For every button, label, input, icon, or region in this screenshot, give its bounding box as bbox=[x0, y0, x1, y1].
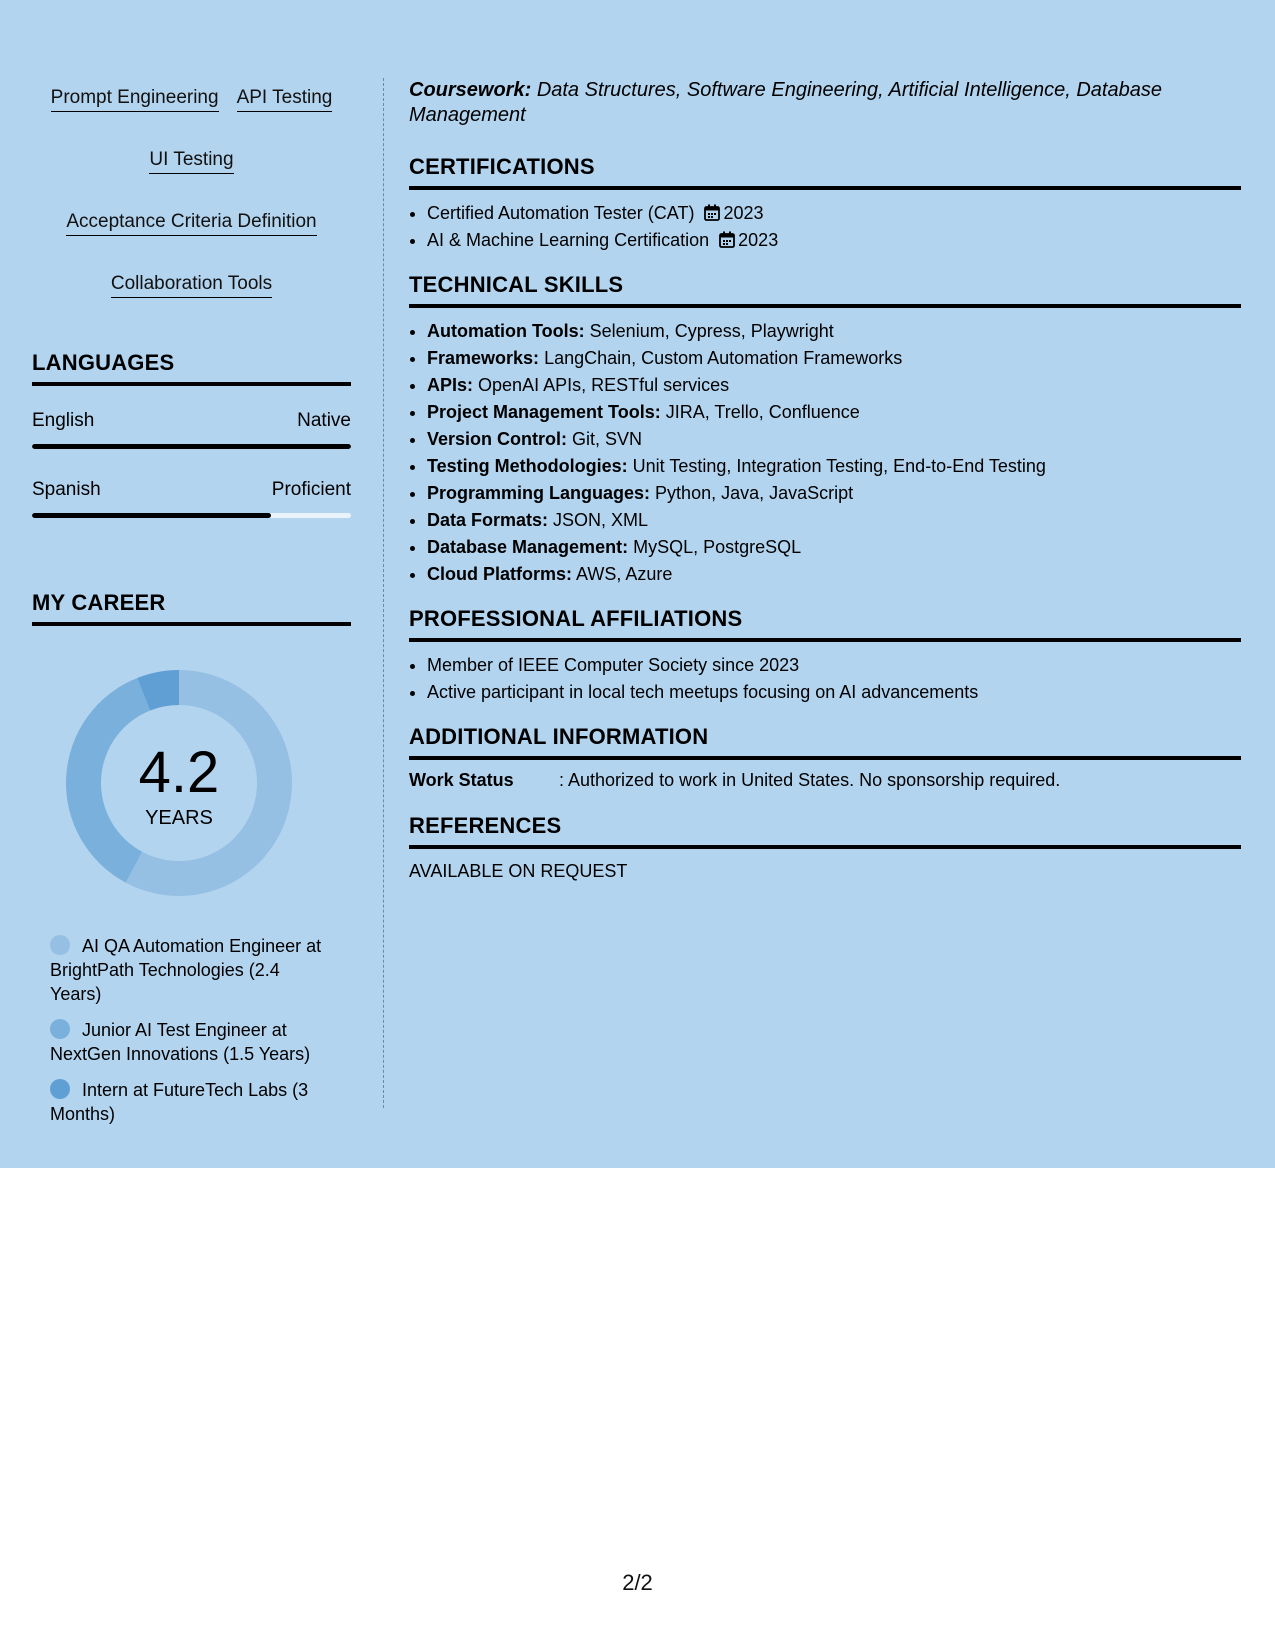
legend-item bbox=[50, 1078, 330, 1126]
legend-label: AI QA Automation Engineer at BrightPath Technologies (2.4 Years) bbox=[50, 936, 322, 1004]
skill-value: AWS, Azure bbox=[576, 564, 673, 584]
career-total-value: 4.2 bbox=[138, 739, 220, 805]
legend-dot bbox=[50, 1019, 70, 1039]
skill-label: Testing Methodologies: bbox=[427, 456, 628, 476]
language-proficiency-bar bbox=[32, 444, 351, 449]
legend-dot bbox=[50, 935, 70, 955]
skill-label: Data Formats: bbox=[427, 510, 549, 530]
skill-label: Automation Tools: bbox=[427, 321, 585, 341]
skill-item bbox=[427, 534, 1241, 561]
references-text: AVAILABLE ON REQUEST bbox=[409, 861, 628, 881]
coursework-text: Data Structures, Software Engineering, Artificial Intelligence, Database Management bbox=[409, 79, 1162, 126]
language-proficiency-fill bbox=[32, 444, 351, 449]
language-name: Spanish bbox=[32, 479, 101, 500]
certifications-list bbox=[409, 200, 1241, 254]
work-status-row bbox=[409, 770, 1241, 791]
column-divider bbox=[383, 78, 384, 1108]
skill-value: JSON, XML bbox=[553, 510, 649, 530]
language-row-spanish bbox=[32, 479, 351, 518]
legend-label: Junior AI Test Engineer at NextGen Innovations (1.5 Years) bbox=[50, 1020, 311, 1064]
certification-name: AI & Machine Learning Certification bbox=[427, 230, 710, 250]
language-level: Proficient bbox=[271, 479, 351, 500]
work-status-label: Work Status bbox=[409, 770, 514, 790]
work-status-value: : Authorized to work in United States. No sponsorship required. bbox=[559, 770, 1061, 790]
skills-tags bbox=[32, 78, 351, 298]
skill-item bbox=[427, 399, 1241, 426]
legend-dot bbox=[50, 1079, 70, 1099]
calendar-icon bbox=[704, 204, 720, 221]
calendar-icon bbox=[719, 231, 735, 248]
skill-label: Version Control: bbox=[427, 429, 568, 449]
language-name: English bbox=[32, 410, 95, 431]
language-proficiency-fill bbox=[32, 513, 271, 518]
language-level: Native bbox=[297, 410, 351, 431]
affiliation-item: • Active participant in local tech meetups focusing on AI advancements bbox=[427, 679, 1241, 706]
language-row-english bbox=[32, 410, 351, 449]
skill-item bbox=[427, 372, 1241, 399]
skill-tag: Acceptance Criteria Definition bbox=[66, 210, 316, 236]
certifications-heading: CERTIFICATIONS bbox=[409, 154, 1241, 190]
skill-label: Database Management: bbox=[427, 537, 629, 557]
skill-tag: Collaboration Tools bbox=[111, 272, 272, 298]
skill-item bbox=[427, 507, 1241, 534]
left-column bbox=[32, 78, 351, 1138]
language-proficiency-bar bbox=[32, 513, 351, 518]
skill-value: Python, Java, JavaScript bbox=[655, 483, 854, 503]
page-number: 2/2 bbox=[622, 1570, 653, 1595]
certification-name: Certified Automation Tester (CAT) bbox=[427, 203, 695, 223]
career-heading: MY CAREER bbox=[32, 590, 351, 626]
certification-item bbox=[427, 227, 1241, 254]
skill-value: Selenium, Cypress, Playwright bbox=[589, 321, 834, 341]
certification-year: 2023 bbox=[723, 203, 764, 223]
technical-skills-list bbox=[409, 318, 1241, 588]
legend-item bbox=[50, 934, 330, 1006]
skill-label: Frameworks: bbox=[427, 348, 540, 368]
references-heading: REFERENCES bbox=[409, 813, 1241, 849]
languages-heading: LANGUAGES bbox=[32, 350, 351, 386]
skill-label: Cloud Platforms: bbox=[427, 564, 573, 584]
skill-value: LangChain, Custom Automation Frameworks bbox=[544, 348, 903, 368]
skill-value: MySQL, PostgreSQL bbox=[633, 537, 802, 557]
legend-label: Intern at FutureTech Labs (3 Months) bbox=[50, 1080, 309, 1124]
right-column bbox=[409, 78, 1241, 882]
skill-tag: UI Testing bbox=[149, 148, 233, 174]
skill-value: JIRA, Trello, Confluence bbox=[665, 402, 860, 422]
skill-item bbox=[427, 480, 1241, 507]
affiliations-list bbox=[409, 652, 1241, 706]
skill-label: APIs: bbox=[427, 375, 474, 395]
coursework bbox=[409, 78, 1241, 128]
career-donut-chart bbox=[64, 668, 294, 898]
skill-item bbox=[427, 318, 1241, 345]
career-legend bbox=[50, 934, 330, 1126]
skill-label: Project Management Tools: bbox=[427, 402, 661, 422]
affiliations-heading: PROFESSIONAL AFFILIATIONS bbox=[409, 606, 1241, 642]
legend-item bbox=[50, 1018, 330, 1066]
skill-tag: Prompt Engineering bbox=[51, 86, 219, 112]
coursework-label: Coursework: bbox=[409, 79, 532, 101]
certification-item bbox=[427, 200, 1241, 227]
skill-value: Unit Testing, Integration Testing, End-to-End Testing bbox=[632, 456, 1046, 476]
skill-item bbox=[427, 561, 1241, 588]
additional-info-heading: ADDITIONAL INFORMATION bbox=[409, 724, 1241, 760]
skill-tag: API Testing bbox=[237, 86, 333, 112]
skill-item bbox=[427, 426, 1241, 453]
skill-value: OpenAI APIs, RESTful services bbox=[478, 375, 730, 395]
career-total-unit: YEARS bbox=[145, 806, 213, 829]
certification-year: 2023 bbox=[738, 230, 779, 250]
skill-value: Git, SVN bbox=[572, 429, 643, 449]
skill-item bbox=[427, 345, 1241, 372]
technical-skills-heading: TECHNICAL SKILLS bbox=[409, 272, 1241, 308]
skill-label: Programming Languages: bbox=[427, 483, 651, 503]
skill-item bbox=[427, 453, 1241, 480]
affiliation-item: • Member of IEEE Computer Society since 2023 bbox=[427, 652, 1241, 679]
